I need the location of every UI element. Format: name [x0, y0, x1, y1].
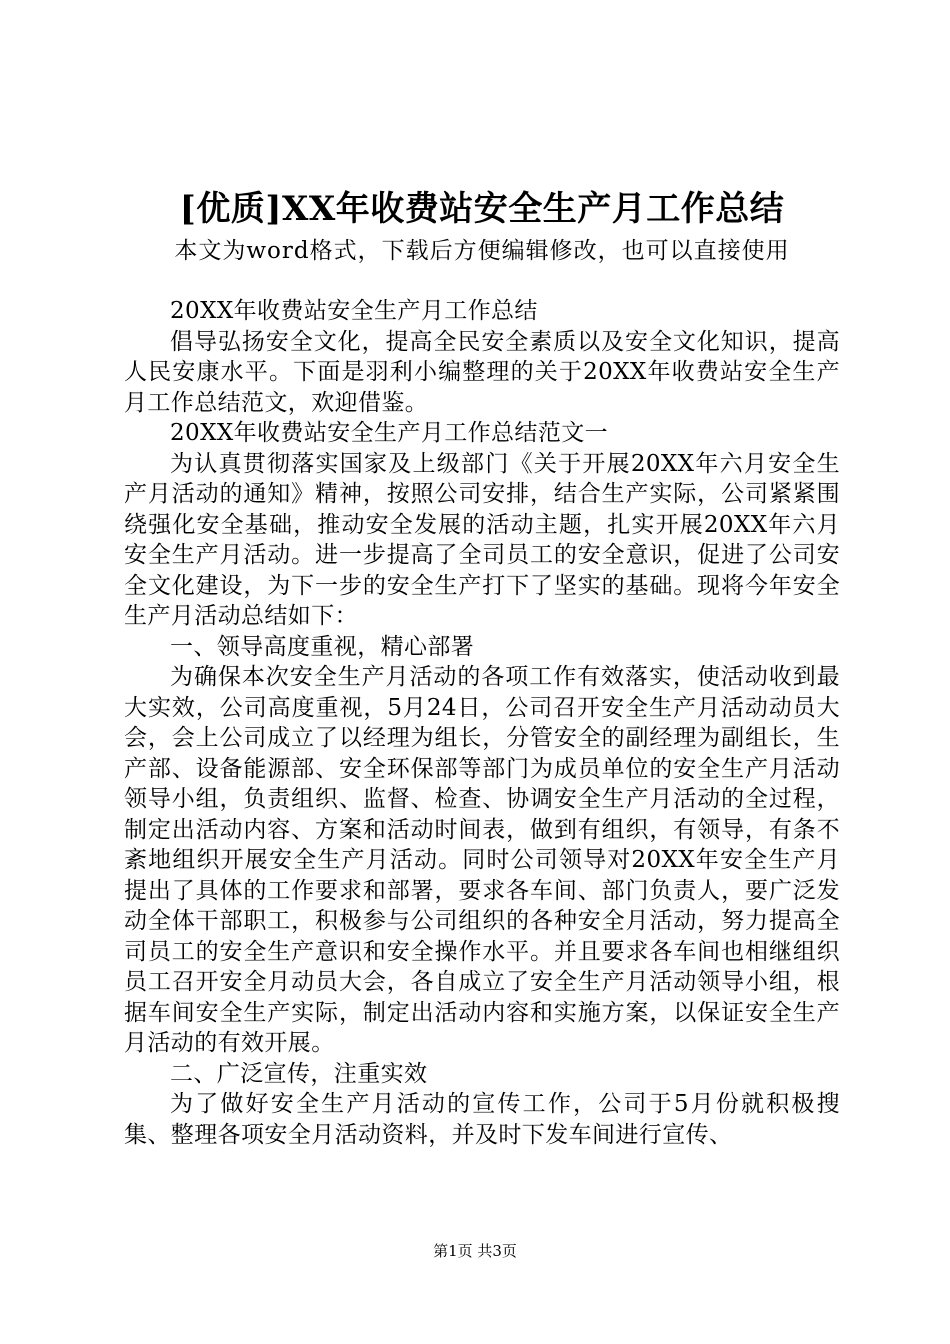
- section-heading: 20XX年收费站安全生产月工作总结范文一: [170, 420, 609, 446]
- document-body: [124, 296, 840, 1150]
- intro-paragraph: 倡导弘扬安全文化，提高全民安全素质以及安全文化知识，提高人民安康水平。下面是羽利小编整理的关于20XX年收费站安全生产月工作总结范文，欢迎借鉴。: [124, 328, 840, 416]
- document-page: [124, 186, 840, 1150]
- document-title: [优质]XX年收费站安全生产月工作总结: [179, 189, 785, 229]
- body-paragraph: 为了做好安全生产月活动的宣传工作，公司于5月份就积极搜集、整理各项安全月活动资料，并及时下发车间进行宣传、: [124, 1091, 840, 1148]
- section-heading: 二、广泛宣传，注重实效: [170, 1060, 428, 1087]
- body-paragraph: 为确保本次安全生产月活动的各项工作有效落实，使活动收到最大实效，公司高度重视，5月24日，公司召开安全生产月活动动员大会，会上公司成立了以经理为组长，分管安全的副经理为副组长，生产部、设备能源部、安全环保部等部门为成员单位的安全生产月活动领导小组，负责组织、监督、检查、协调安全生产月活动的全过程，制定出活动内容、方案和活动时间表，做到有组织，有领导，有条不紊地组织开展安全生产月活动。同时公司领导对20XX年安全生产月提出了具体的工作要求和部署，要求各车间、部门负责人，要广泛发动全体干部职工，积极参与公司组织的各种安全月活动，努力提高全司员工的安全生产意识和安全操作水平。并且要求各车间也相继组织员工召开安全月动员大会，各自成立了安全生产月活动领导小组，根据车间安全生产实际，制定出活动内容和实施方案，以保证安全生产月活动的有效开展。: [124, 664, 840, 1056]
- section-heading: 20XX年收费站安全生产月工作总结: [170, 298, 538, 324]
- page-footer: 第1页 共3页: [433, 1242, 517, 1260]
- section-heading: 一、领导高度重视，精心部署: [170, 633, 475, 660]
- document-subtitle: 本文为word格式，下载后方便编辑修改，也可以直接使用: [174, 238, 790, 264]
- body-paragraph: 为认真贯彻落实国家及上级部门《关于开展20XX年六月安全生产月活动的通知》精神，按照公司安排，结合生产实际，公司紧紧围绕强化安全基础，推动安全发展的活动主题，扎实开展20XX年六月安全生产月活动。进一步提高了全司员工的安全意识，促进了公司安全文化建设，为下一步的安全生产打下了坚实的基础。现将今年安全生产月活动总结如下：: [124, 450, 840, 629]
